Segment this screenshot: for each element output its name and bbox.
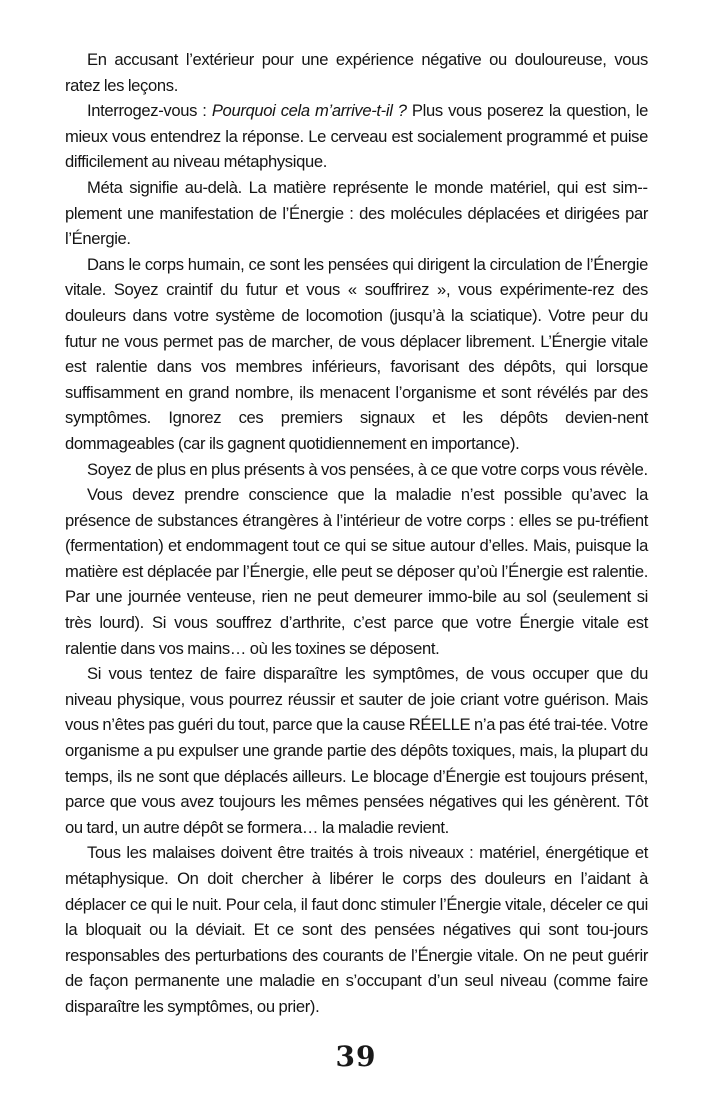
page-body bbox=[65, 47, 648, 1020]
paragraph: Soyez de plus en plus présents à vos pensées, à ce que votre corps vous révèle. bbox=[87, 459, 648, 479]
paragraph: Vous devez prendre conscience que la maladie n’est possible qu’avec la présence de substances étrangères à l’intérieur de votre corps : elles se pu-tréfient (fermentation) et endommagent tout ce qui se situe autour d’elles. Mais, puisque la matière est déplacée par l’Énergie, elle peut se déposer qu’où l’Énergie est ralentie. Par une journée venteuse, rien ne peut demeurer immo-bile au sol (seulement si très lourd). Si vous souffrez d’arthrite, c’est parce que votre Énergie vitale est ralentie dans vos mains… où les toxines se déposent. bbox=[65, 485, 648, 658]
paragraph-text: Interrogez-vous : bbox=[87, 101, 212, 121]
paragraph: Dans le corps humain, ce sont les pensées qui dirigent la circulation de l’Énergie vitale. Soyez craintif du futur et vous « souffrirez », vous expérimente-rez des douleurs dans votre système de locomotion (jusqu’à la sciatique). Votre peur du futur ne vous permet pas de marcher, de vous déplacer librement. L’Énergie vitale est ralentie dans vos membres inférieurs, favorisant des dépôts, qui lorsque suffisamment en grand nombre, ils menacent l’organisme et sont révélés par des symptômes. Ignorez ces premiers signaux et les dépôts devien-nent dommageables (car ils gagnent quotidiennement en importance). bbox=[65, 254, 648, 453]
paragraph: En accusant l’extérieur pour une expérience négative ou douloureuse, vous ratez les leçons. bbox=[65, 50, 648, 95]
paragraph bbox=[65, 98, 648, 175]
paragraph: Si vous tentez de faire disparaître les symptômes, de vous occuper que du niveau physique, vous pourrez réussir et sauter de joie criant votre guérison. Mais vous n’êtes pas guéri du tout, parce que la cause RÉELLE n’a pas été trai-tée. Votre organisme a pu expulser une grande partie des dépôts toxiques, mais, la plupart du temps, ils ne sont que déplacés ailleurs. Le blocage d’Énergie est toujours présent, parce que vous avez toujours les mêmes pensées négatives qui les génèrent. Tôt ou tard, un autre dépôt se formera… la maladie revient. bbox=[65, 664, 648, 837]
paragraph: Tous les malaises doivent être traités à trois niveaux : matériel, énergétique et métaphysique. On doit chercher à libérer le corps des douleurs en l’aidant à déplacer ce qui le nuit. Pour cela, il faut donc stimuler l’Énergie vitale, déceler ce qui la bloquait ou la déviait. Et ce sont des pensées négatives qui sont tou-jours responsables des perturbations des courants de l’Énergie vitale. On ne peut guérir de façon permanente une maladie en s’occupant d’un seul niveau (comme faire disparaître les symptômes, ou prier). bbox=[65, 843, 648, 1016]
paragraph: Méta signifie au-delà. La matière représente le monde matériel, qui est sim-plement une manifestation de l’Énergie : des molécules déplacées et dirigées par l’Énergie. bbox=[65, 177, 648, 249]
paragraph-text: Plus vous poserez la question, le mieux vous entendrez la réponse. Le cerveau est socialement programmé et puise difficilement au niveau métaphysique. bbox=[65, 101, 649, 172]
page-number: 39 bbox=[335, 1040, 377, 1073]
italic-question: Pourquoi cela m’arrive-t-il ? bbox=[211, 101, 407, 121]
